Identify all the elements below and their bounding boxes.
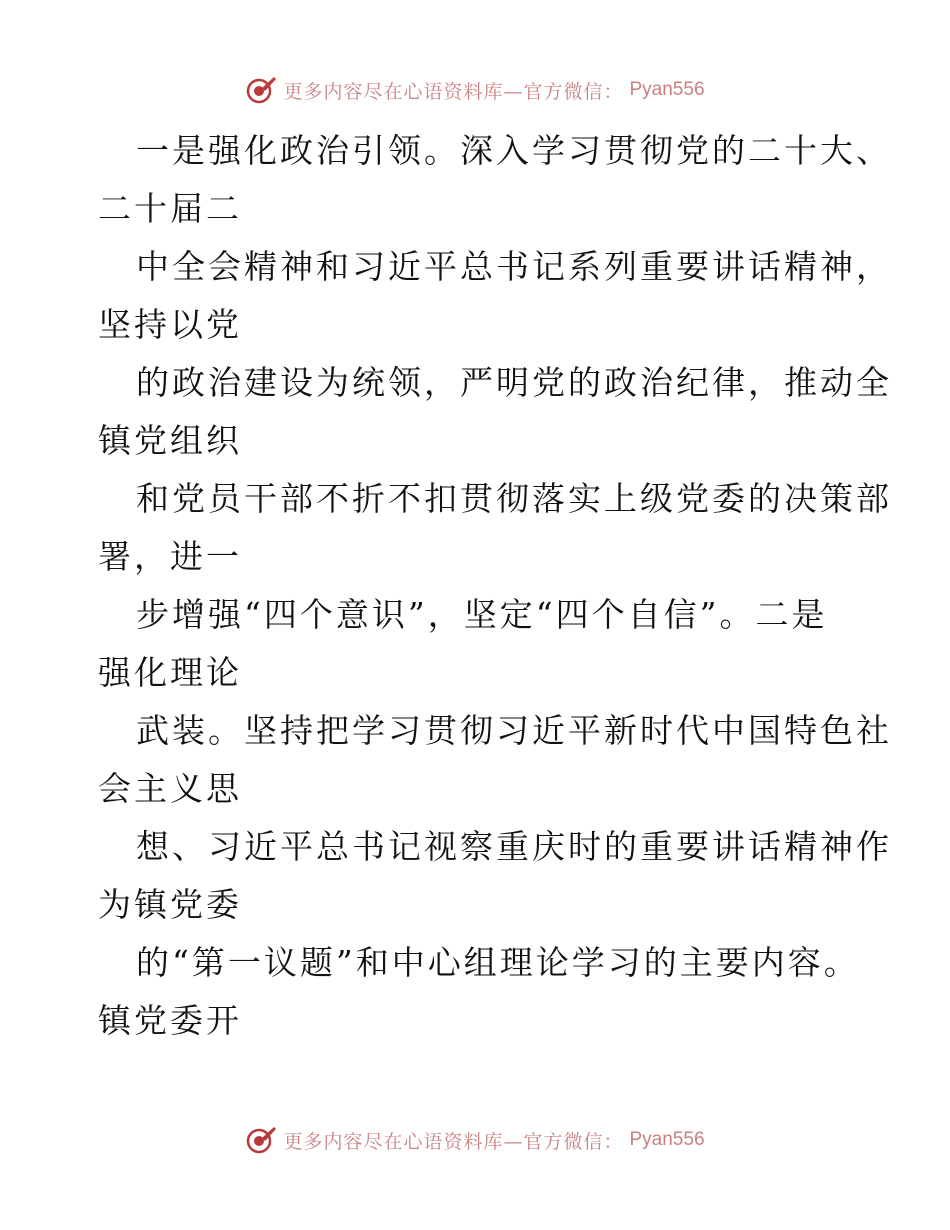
text-line: 步增强“四个意识”，坚定“四个自信”。二是 (136, 595, 828, 634)
text-line: 署，进一 (98, 537, 242, 576)
watermark-text: 更多内容尽在心语资料库—官方微信： (283, 1130, 624, 1153)
pen-logo-icon (245, 1124, 277, 1156)
text-line: 武装。坚持把学习贯彻习近平新时代中国特色社 (136, 711, 892, 750)
watermark-text: 更多内容尽在心语资料库—官方微信： (283, 80, 624, 103)
text-line: 二十届二 (98, 189, 242, 228)
document-body (98, 122, 892, 1050)
text-line: 的政治建设为统领，严明党的政治纪律，推动全 (136, 363, 892, 402)
watermark-id: Pyan556 (629, 79, 705, 100)
pen-logo-icon (245, 74, 277, 106)
text-line: 强化理论 (98, 653, 242, 692)
text-line: 想、习近平总书记视察重庆时的重要讲话精神作 (136, 827, 892, 866)
text-line: 镇党组织 (98, 421, 242, 460)
header-watermark (0, 70, 950, 110)
text-line: 中全会精神和习近平总书记系列重要讲话精神， (136, 247, 892, 286)
text-line: 镇党委开 (98, 1001, 242, 1040)
footer-watermark (0, 1120, 950, 1160)
text-line: 会主义思 (98, 769, 242, 808)
watermark-id: Pyan556 (629, 1129, 705, 1150)
text-line: 和党员干部不折不扣贯彻落实上级党委的决策部 (136, 479, 892, 518)
text-line: 坚持以党 (98, 305, 242, 344)
text-line: 为镇党委 (98, 885, 242, 924)
text-line: 的“第一议题”和中心组理论学习的主要内容。 (136, 943, 860, 982)
text-line: 一是强化政治引领。深入学习贯彻党的二十大、 (136, 131, 892, 170)
